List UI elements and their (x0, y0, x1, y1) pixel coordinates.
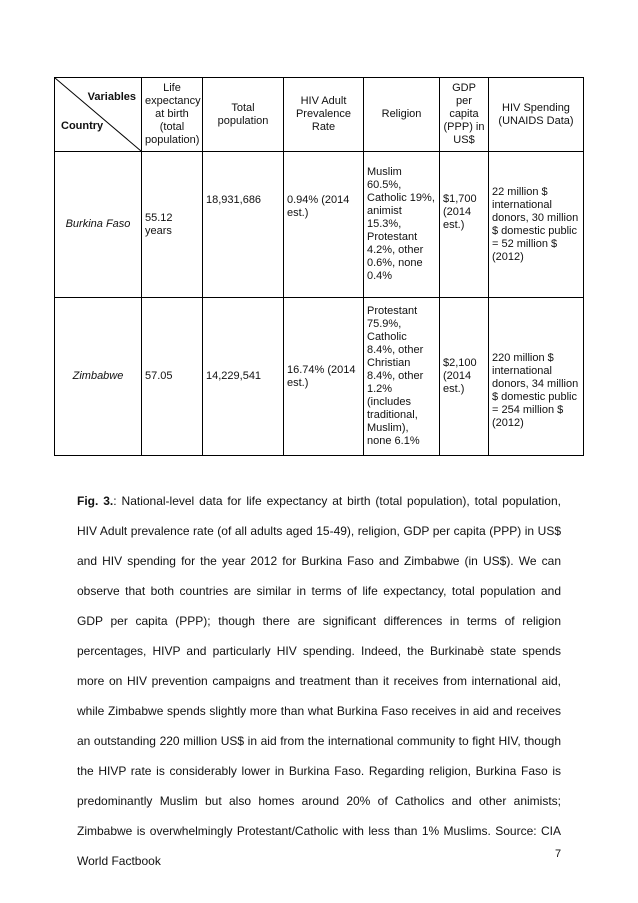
population-cell: 14,229,541 (203, 298, 284, 456)
header-total-population: Total population (203, 78, 284, 152)
life-expectancy-cell: 55.12 years (142, 152, 203, 298)
country-data-table (54, 77, 584, 456)
table-row (55, 298, 584, 456)
hiv-spending-cell: 220 million $ international donors, 34 million $ domestic public = 254 million $ (2012) (489, 298, 584, 456)
header-hiv-rate: HIV Adult Prevalence Rate (284, 78, 364, 152)
caption-text: : National-level data for life expectancy at birth (total population), total population, HIV Adult prevalence rate (of all adults aged 15-49), religion, GDP per capita (PPP) in US$ and HIV spending for the year 2012 for Burkina Faso and Zimbabwe (in US$). We can observe that both countries are similar in terms of life expectancy, total population and GDP per capita (PPP); though there are significant differences in terms of religion percentages, HIVP and particularly HIV spending. Indeed, the Burkinabè state spends more on HIV prevention campaigns and treatment than it receives from international aid, while Zimbabwe spends slightly more than what Burkina Faso receives in aid and receives an outstanding 220 million US$ in aid from the international community to fight HIV, though the HIVP rate is considerably lower in Burkina Faso. Regarding religion, Burkina Faso is predominantly Muslim but also homes around 20% of Catholics and other animists; Zimbabwe is overwhelmingly Protestant/Catholic with less than 1% Muslims. Source: CIA World Factbook (77, 494, 561, 868)
gdp-cell: $1,700 (2014 est.) (440, 152, 489, 298)
country-label: Country (61, 120, 104, 132)
header-religion: Religion (364, 78, 440, 152)
variables-label: Variables (87, 91, 136, 103)
figure-label: Fig. 3. (77, 494, 114, 508)
diagonal-divider (55, 78, 141, 151)
country-cell: Zimbabwe (55, 298, 142, 456)
table-header-row (55, 78, 584, 152)
figure-caption (77, 486, 561, 876)
life-expectancy-cell: 57.05 (142, 298, 203, 456)
header-gdp: GDP per capita (PPP) in US$ (440, 78, 489, 152)
page-number: 7 (555, 848, 562, 860)
table-row (55, 152, 584, 298)
gdp-cell: $2,100 (2014 est.) (440, 298, 489, 456)
hiv-rate-cell: 0.94% (2014 est.) (284, 152, 364, 298)
hiv-rate-cell: 16.74% (2014 est.) (284, 298, 364, 456)
population-cell: 18,931,686 (203, 152, 284, 298)
header-hiv-spending: HIV Spending (UNAIDS Data) (489, 78, 584, 152)
country-cell: Burkina Faso (55, 152, 142, 298)
header-life-expectancy: Life expectancy at birth (total population) (142, 78, 203, 152)
religion-cell: Muslim 60.5%, Catholic 19%, animist 15.3%, Protestant 4.2%, other 0.6%, none 0.4% (364, 152, 440, 298)
corner-header-cell (55, 78, 142, 152)
religion-cell: Protestant 75.9%, Catholic 8.4%, other Christian 8.4%, other 1.2% (includes traditional, Muslim), none 6.1% (364, 298, 440, 456)
hiv-spending-cell: 22 million $ international donors, 30 million $ domestic public = 52 million $ (2012) (489, 152, 584, 298)
